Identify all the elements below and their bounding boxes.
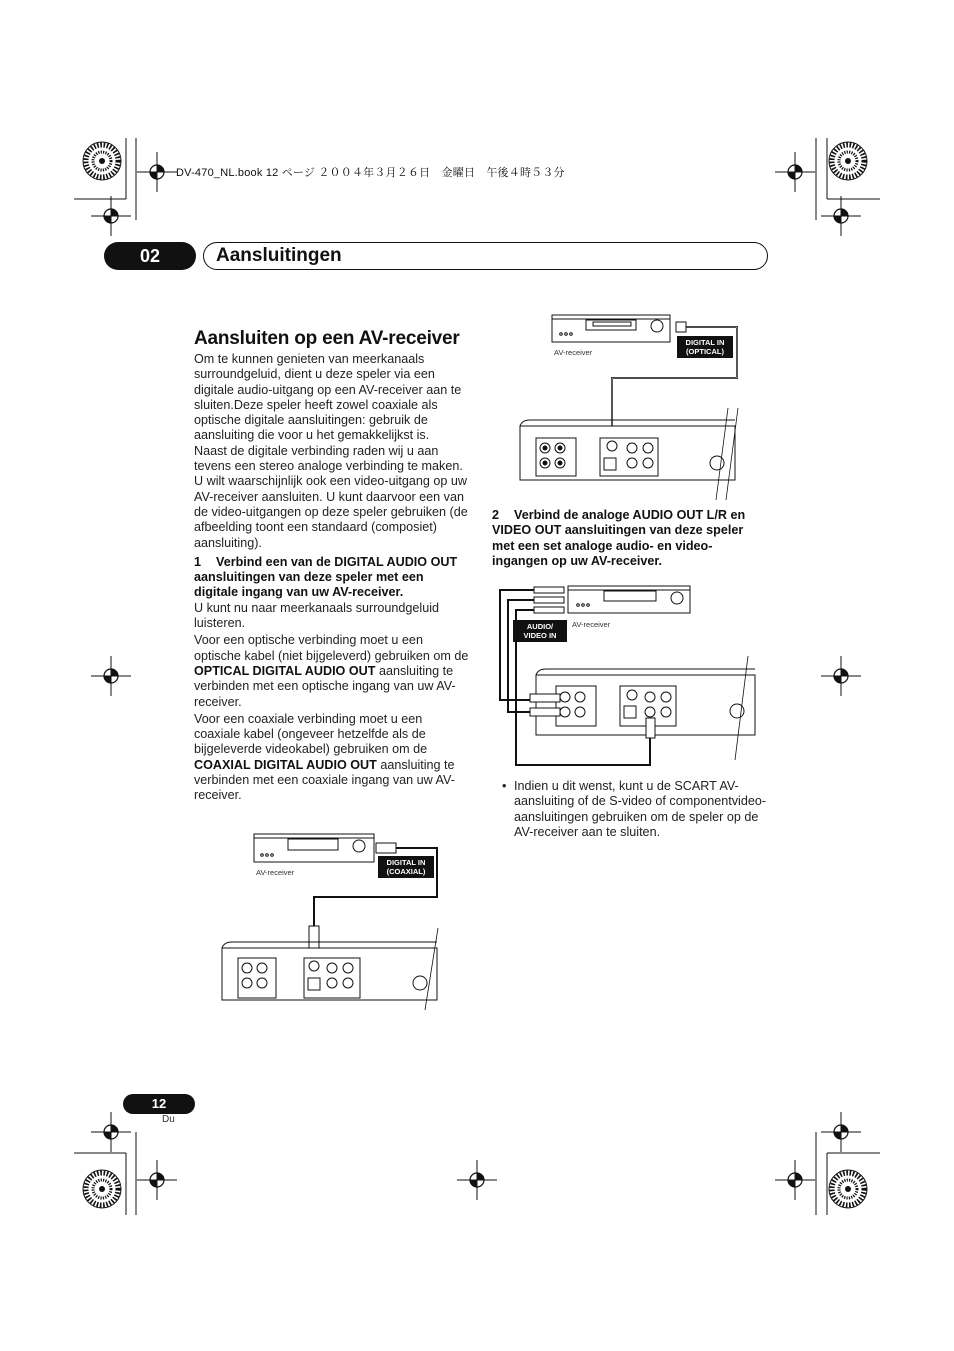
step-2-number: 2 [492,508,500,522]
optical-text-end: aansluiting te verbinden met een optische ingang van uw AV-receiver. [194,663,456,709]
optical-text-start: Voor een optische verbinding moet u een optische kabel (niet bijgeleverd) gebruiken om de [194,633,469,663]
bullet-text: Indien u dit wenst, kunt u de SCART AV-aansluiting of de S-video of componentvideo-aansluitingen gebruiken om de speler op de AV-receiver aan te sluiten. [514,779,767,839]
step-1-paragraph-1: U kunt nu naar meerkanaals surroundgeluid luisteren. [194,600,440,631]
audio-video-in-label: AUDIO/ VIDEO IN [513,620,567,642]
coaxial-text-end: aansluiting te verbinden met een coaxiale ingang van uw AV-receiver. [194,757,455,803]
coaxial-receiver-caption: AV-receiver [256,868,295,877]
optical-term: OPTICAL DIGITAL AUDIO OUT [194,663,376,678]
chapter-number: 02 [104,242,196,270]
bullet-dot: • [502,779,507,793]
coaxial-term: COAXIAL DIGITAL AUDIO OUT [194,757,377,772]
step-1-number: 1 [194,554,202,569]
section-heading: Aansluiten op een AV-receiver [194,328,460,349]
optical-receiver-caption: AV-receiver [554,348,593,357]
analog-receiver-caption: AV-receiver [572,620,611,629]
page-number: 12 [123,1094,195,1114]
step-2-text: Verbind de analoge AUDIO OUT L/R en VIDEO OUT aansluitingen van deze speler met een set analoge audio- en video-ingangen op uw AV-receiver. [492,508,746,568]
page-language: Du [162,1114,175,1125]
intro-paragraph-2: Naast de digitale verbinding raden wij u aan tevens een stereo analoge verbinding te maken. [194,443,463,474]
print-header: DV-470_NL.book 12 ページ ２００４年３月２６日 金曜日 午後４時５３分 [176,167,565,179]
digital-in-coaxial-label: DIGITAL IN (COAXIAL) [378,856,434,878]
step-1-text: Verbind een van de DIGITAL AUDIO OUT aansluitingen van deze speler met een digitale ingang van uw AV-receiver. [194,554,458,600]
digital-in-optical-label: DIGITAL IN (OPTICAL) [677,336,733,358]
intro-paragraph-3: U wilt waarschijnlijk ook een video-uitgang op uw AV-receiver aansluiten. U kunt daarvoor een van de video-uitgangen op deze speler gebruiken (de afbeelding toont een standaard (composiet) aansluiting). [194,474,468,550]
intro-paragraph-1: Om te kunnen genieten van meerkanaals surroundgeluid, dient u deze speler via een digitale audio-uitgang op een AV-receiver aan te sluiten.Deze speler heeft zowel coaxiale als optische digitale aansluitingen: gebruik de aansluiting die voor u het gemakkelijkst is. [194,352,462,443]
coaxial-text-start: Voor een coaxiale verbinding moet u een coaxiale kabel (ongeveer hetzelfde als de bijgeleverde videokabel) gebruiken om de [194,711,428,757]
chapter-title: Aansluitingen [216,245,342,266]
